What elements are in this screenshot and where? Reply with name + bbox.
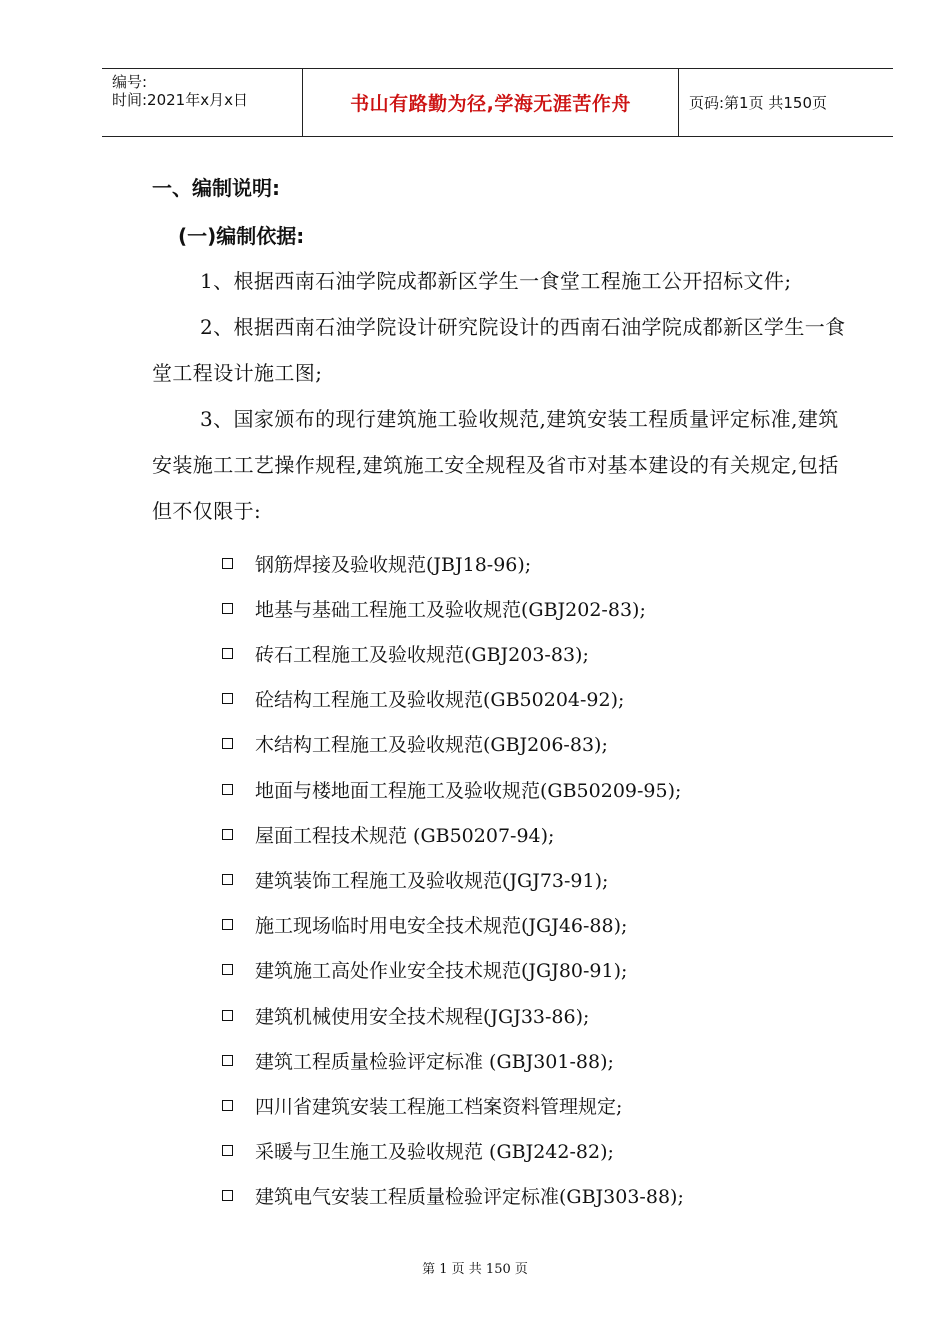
list-item-text: 建筑装饰工程施工及验收规范(JGJ73-91); (255, 869, 609, 892)
list-item (222, 1082, 622, 1128)
checkbox-icon (222, 1145, 233, 1156)
checkbox-icon (222, 693, 233, 704)
list-item-text: 屋面工程技术规范 (GB50207-94); (255, 824, 555, 847)
list-item (222, 1127, 614, 1173)
number-label: 编号: (112, 73, 148, 91)
list-item-text: 砼结构工程施工及验收规范(GB50204-92); (255, 688, 625, 711)
checkbox-icon (222, 829, 233, 840)
list-item-text: 建筑施工高处作业安全技术规范(JGJ80-91); (255, 959, 628, 982)
paragraph-1: 1、根据西南石油学院成都新区学生一食堂工程施工公开招标文件; (200, 269, 792, 293)
subsection-heading: (一)编制依据: (178, 224, 305, 248)
list-item-text: 木结构工程施工及验收规范(GBJ206-83); (255, 733, 608, 756)
list-item-text: 建筑机械使用安全技术规程(JGJ33-86); (255, 1005, 590, 1028)
paragraph-3: 3、国家颁布的现行建筑施工验收规范,建筑安装工程质量评定标准,建筑安装施工工艺操作规程,建筑施工安全规程及省市对基本建设的有关规定,包括但不仅限于: (152, 407, 839, 523)
page-footer: 第 1 页 共 150 页 (422, 1262, 528, 1277)
list-item (222, 1037, 614, 1083)
list-item (222, 811, 554, 857)
checkbox-icon (222, 964, 233, 975)
list-item (222, 856, 608, 902)
checkbox-icon (222, 1100, 233, 1111)
checkbox-icon (222, 919, 233, 930)
list-item-text: 地基与基础工程施工及验收规范(GBJ202-83); (255, 598, 646, 621)
checkbox-icon (222, 603, 233, 614)
list-item-text: 建筑电气安装工程质量检验评定标准(GBJ303-88); (255, 1185, 684, 1208)
list-item-text: 施工现场临时用电安全技术规范(JGJ46-88); (255, 914, 628, 937)
list-item (222, 675, 624, 721)
checkbox-icon (222, 1055, 233, 1066)
section-heading: 一、编制说明: (152, 176, 280, 200)
header-meta (102, 69, 303, 136)
checkbox-icon (222, 648, 233, 659)
list-item-text: 砖石工程施工及验收规范(GBJ203-83); (255, 643, 589, 666)
motto: 书山有路勤为径,学海无涯苦作舟 (303, 69, 679, 136)
time-label: 时间:2021年x月x日 (112, 91, 248, 109)
list-item (222, 946, 627, 992)
list-item-text: 四川省建筑安装工程施工档案资料管理规定; (255, 1095, 623, 1118)
list-item (222, 901, 627, 947)
checkbox-icon (222, 1010, 233, 1021)
list-item (222, 1172, 684, 1218)
header-table (102, 68, 893, 137)
list-item (222, 766, 681, 812)
page-info: 页码:第1页 共150页 (689, 94, 827, 112)
list-item (222, 992, 589, 1038)
list-item-text: 建筑工程质量检验评定标准 (GBJ301-88); (255, 1050, 614, 1073)
list-item (222, 630, 589, 676)
checkbox-icon (222, 1190, 233, 1201)
checkbox-icon (222, 558, 233, 569)
list-item-text: 采暖与卫生施工及验收规范 (GBJ242-82); (255, 1140, 614, 1163)
paragraph-2: 2、根据西南石油学院设计研究院设计的西南石油学院成都新区学生一食堂工程设计施工图; (152, 315, 846, 385)
checkbox-icon (222, 738, 233, 749)
list-item (222, 720, 608, 766)
checkbox-icon (222, 784, 233, 795)
list-item-text: 钢筋焊接及验收规范(JBJ18-96); (255, 553, 532, 576)
list-item (222, 585, 646, 631)
list-item (222, 540, 531, 586)
checkbox-icon (222, 874, 233, 885)
list-item-text: 地面与楼地面工程施工及验收规范(GB50209-95); (255, 779, 682, 802)
